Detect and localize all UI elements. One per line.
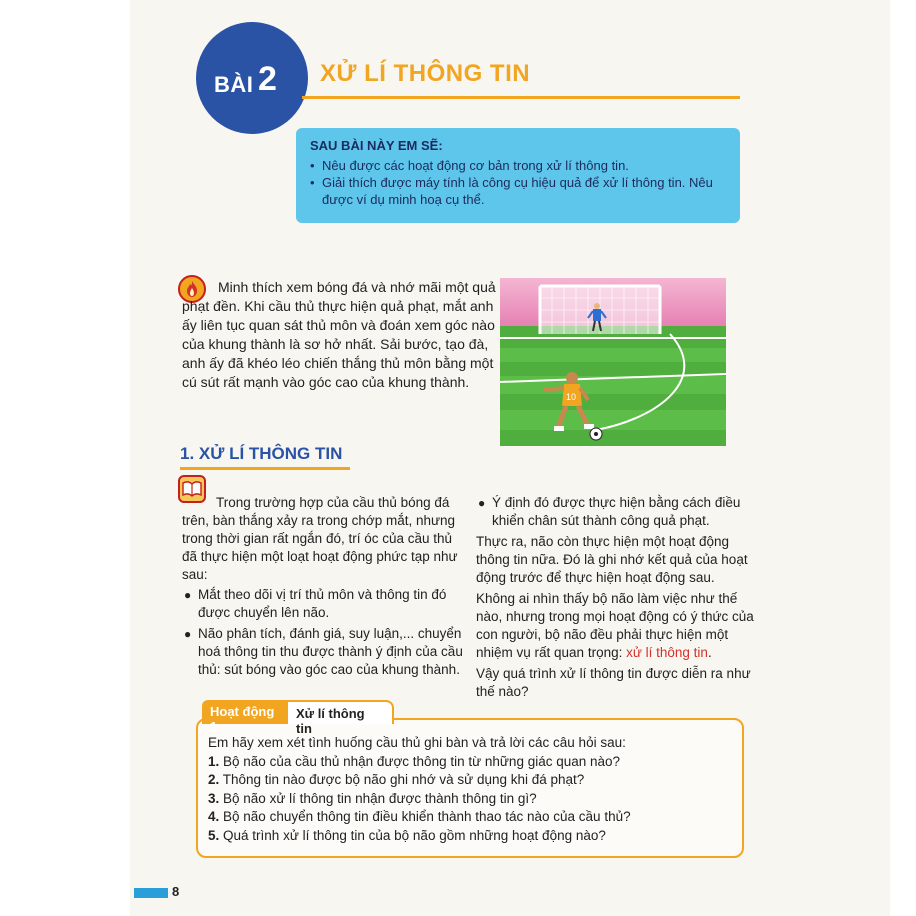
section-right-column xyxy=(476,494,758,704)
question-item: 4. Bộ não chuyển thông tin điều khiển thành thao tác nào của cầu thủ? xyxy=(208,809,631,824)
highlight-term: xử lí thông tin xyxy=(626,645,708,660)
footer-bar xyxy=(134,888,168,898)
question-item: 2. Thông tin nào được bộ não ghi nhớ và sử dụng khi đá phạt? xyxy=(208,772,585,787)
page-number: 8 xyxy=(172,884,180,899)
question-item: 3. Bộ não xử lí thông tin nhận được thành thông tin gì? xyxy=(208,790,537,806)
section-left-column xyxy=(182,494,468,682)
objective-item: • Giải thích được máy tính là công cụ hiệu quả để xử lí thông tin. Nêu được ví dụ minh hoạ cụ thể. xyxy=(310,175,713,207)
lesson-number: 2 xyxy=(258,60,277,98)
section-underline xyxy=(180,467,350,470)
paragraph: Vậy quá trình xử lí thông tin được diễn ra như thế nào? xyxy=(476,666,751,699)
activity-tab-label: Hoạt động 1 xyxy=(202,700,286,724)
activity-tab-title: Xử lí thông tin xyxy=(286,700,394,724)
list-item: ● Não phân tích, đánh giá, suy luận,... chuyển hoá thông tin thu được thành ý định của cầu thủ: sút bóng vào góc cao của khung thành. xyxy=(184,626,463,677)
list-item: ● Ý định đó được thực hiện bằng cách điều khiển chân sút thành công quả phạt. xyxy=(478,495,741,528)
paragraph: Thực ra, não còn thực hiện một hoạt động thông tin nữa. Đó là ghi nhớ kết quả của hoạt động trước để thực hiện hoạt động sau. xyxy=(476,534,748,585)
activity-intro: Em hãy xem xét tình huống cầu thủ ghi bàn và trả lời các câu hỏi sau: xyxy=(208,735,626,750)
lesson-label: BÀI xyxy=(214,72,254,97)
activity-body xyxy=(208,734,738,845)
question-item: 1. Bộ não của cầu thủ nhận được thông tin từ những giác quan nào? xyxy=(208,753,621,769)
penalty-kick-illustration xyxy=(500,278,726,446)
lesson-title: XỬ LÍ THÔNG TIN xyxy=(320,60,531,87)
question-item: 5. Quá trình xử lí thông tin của bộ não gồm những hoạt động nào? xyxy=(208,827,606,843)
list-item: ● Mắt theo dõi vị trí thủ môn và thông tin đó được chuyển lên não. xyxy=(184,587,447,620)
svg-text:10: 10 xyxy=(566,392,577,402)
lesson-badge xyxy=(196,22,308,134)
intro-paragraph: Minh thích xem bóng đá và nhớ mãi một quả phạt đền. Khi cầu thủ thực hiện quả phạt, mắt anh ấy liên tục quan sát thủ môn và đoán xem góc nào của khung thành là sơ hở nhất. Sải bước, tạo đà, anh ấy đã khéo léo chiến thắng thủ môn bằng một cú sút rất mạnh vào góc cao của khung thành. xyxy=(182,279,496,390)
title-underline xyxy=(302,96,740,99)
section-lead-paragraph: Trong trường hợp của cầu thủ bóng đá trên, bàn thắng xảy ra trong chớp mắt, nhưng trong thời gian rất ngắn đó, trí óc của cầu thủ đã thực hiện một loạt hoạt động phức tạp như sau: xyxy=(182,495,458,582)
objectives-box xyxy=(296,128,740,223)
paragraph: Không ai nhìn thấy bộ não làm việc như thế nào, nhưng trong mọi hoạt động có ý thức của con người, bộ não đều phải thực hiện một nhiệm vụ rất quan trọng: xử lí thông tin. xyxy=(476,591,754,660)
objective-item: • Nêu được các hoạt động cơ bản trong xử lí thông tin. xyxy=(310,158,629,173)
objectives-heading: SAU BÀI NÀY EM SẼ: xyxy=(310,138,443,153)
section-title: 1. XỬ LÍ THÔNG TIN xyxy=(180,444,343,463)
